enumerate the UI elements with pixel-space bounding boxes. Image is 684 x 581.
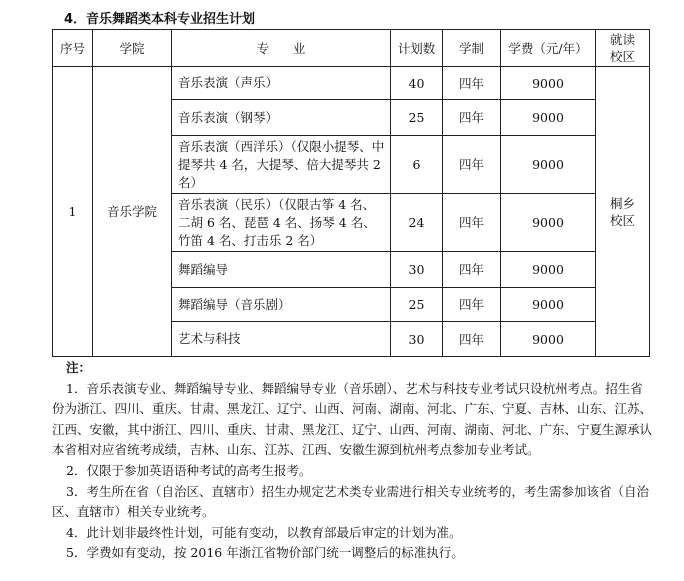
- note-item: 1．音乐表演专业、舞蹈编导专业、舞蹈编导专业（音乐剧）、艺术与科技专业考试只设杭州考点。招生省份为浙江、四川、重庆、甘肃、黑龙江、辽宁、山西、河南、湖南、河北、广东、宁夏、吉林、山东、江苏、江西、安徽，其中浙江、四川、重庆、甘肃、黑龙江、辽宁、山西、河南、湖南、河北、广东、宁夏生源承认本省相对应省统考成绩，吉林、山东、江苏、江西、安徽生源到杭州考点参加专业考试。: [52, 380, 653, 458]
- table-header-row: [53, 30, 650, 67]
- seq-cell: 1: [53, 67, 93, 357]
- notes-heading: 注：: [66, 360, 92, 375]
- notes-section: [52, 358, 652, 564]
- plan-cell: 30: [391, 322, 443, 357]
- major-cell: 音乐表演（民乐）（仅限古筝 4 名、二胡 6 名、琵琶 4 名、扬琴 4 名、竹笛 4 名、打击乐 2 名）: [172, 194, 391, 252]
- note-item: 5．学费如有变动，按 2016 年浙江省物价部门统一调整后的标准执行。: [66, 545, 464, 561]
- header-campus: 就读校区: [596, 30, 650, 67]
- plan-cell: 30: [391, 252, 443, 288]
- plan-cell: 6: [391, 136, 443, 194]
- plan-cell: 25: [391, 100, 443, 136]
- duration-cell: 四年: [443, 67, 501, 100]
- major-cell: 音乐表演（声乐）: [172, 67, 391, 100]
- note-item: 4．此计划非最终性计划，可能有变动，以教育部最后审定的计划为准。: [66, 524, 462, 540]
- college-cell: 音乐学院: [93, 67, 172, 357]
- enrollment-plan-table: [52, 29, 650, 357]
- fee-cell: 9000: [501, 288, 596, 322]
- major-cell: 舞蹈编导（音乐剧）: [172, 288, 391, 322]
- plan-cell: 24: [391, 194, 443, 252]
- fee-cell: 9000: [501, 67, 596, 100]
- fee-cell: 9000: [501, 252, 596, 288]
- duration-cell: 四年: [443, 252, 501, 288]
- plan-cell: 25: [391, 288, 443, 322]
- duration-cell: 四年: [443, 136, 501, 194]
- duration-cell: 四年: [443, 194, 501, 252]
- note-item: 3．考生所在省（自治区、直辖市）招生办规定艺术类专业需进行相关专业统考的，考生需参加该省（自治区、直辖市）相关专业统考。: [52, 483, 649, 520]
- duration-cell: 四年: [443, 100, 501, 136]
- major-cell: 音乐表演（钢琴）: [172, 100, 391, 136]
- table-row: [53, 67, 650, 100]
- duration-cell: 四年: [443, 288, 501, 322]
- header-seq: 序号: [53, 30, 93, 67]
- header-college: 学院: [93, 30, 172, 67]
- note-item: 2．仅限于参加英语语种考试的高考生报考。: [66, 462, 312, 478]
- campus-cell: 桐乡校区: [596, 67, 650, 357]
- fee-cell: 9000: [501, 322, 596, 357]
- fee-cell: 9000: [501, 136, 596, 194]
- plan-cell: 40: [391, 67, 443, 100]
- major-cell: 音乐表演（西洋乐）（仅限小提琴、中提琴共 4 名，大提琴、倍大提琴共 2 名）: [172, 136, 391, 194]
- header-plan: 计划数: [391, 30, 443, 67]
- duration-cell: 四年: [443, 322, 501, 357]
- header-fee: 学费（元/年）: [501, 30, 596, 67]
- major-cell: 艺术与科技: [172, 322, 391, 357]
- header-duration: 学制: [443, 30, 501, 67]
- header-major: 专 业: [172, 30, 391, 67]
- fee-cell: 9000: [501, 100, 596, 136]
- section-title: 4．音乐舞蹈类本科专业招生计划: [64, 12, 256, 27]
- fee-cell: 9000: [501, 194, 596, 252]
- major-cell: 舞蹈编导: [172, 252, 391, 288]
